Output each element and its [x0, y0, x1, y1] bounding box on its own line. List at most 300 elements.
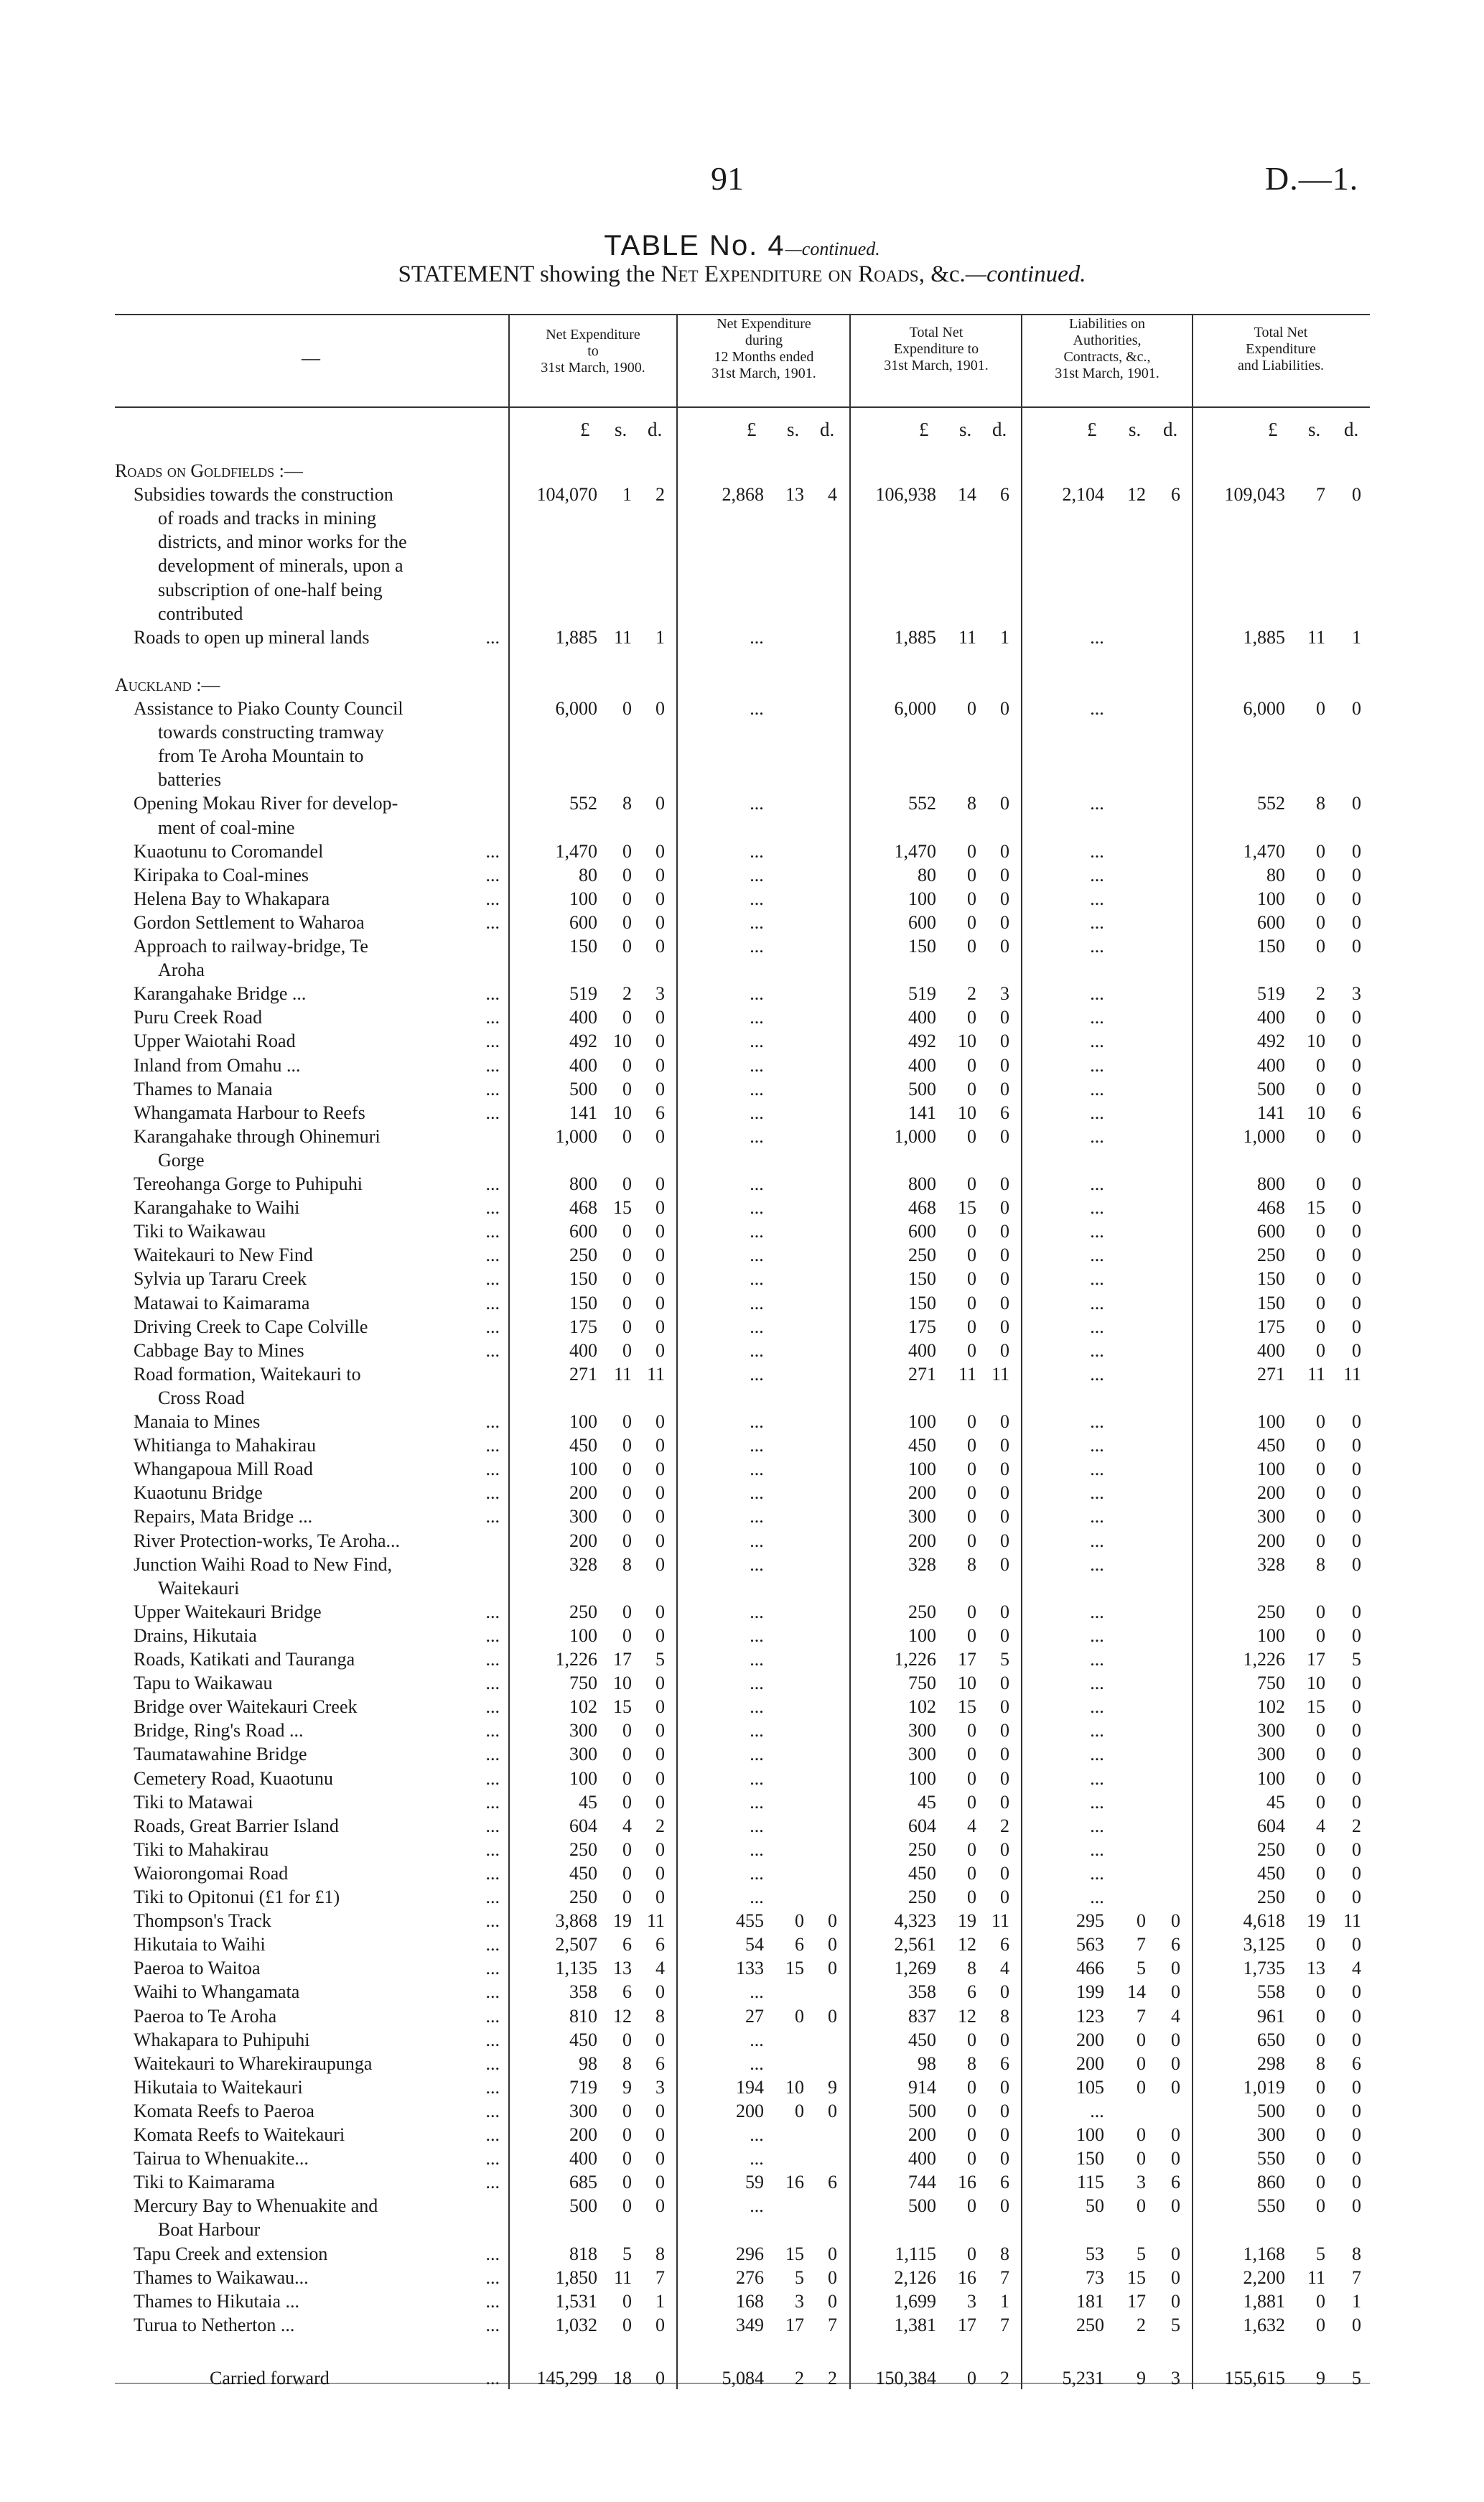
- pounds-cell: 961: [1257, 2005, 1285, 2027]
- table-row: [0, 817, 1484, 840]
- table-row: [0, 1767, 1484, 1790]
- pounds-cell: 519: [569, 983, 597, 1005]
- shillings-cell: 0: [1316, 2290, 1325, 2312]
- description-column-header: —: [302, 348, 320, 368]
- pence-cell: 6: [655, 1102, 665, 1123]
- shillings-cell: 0: [1316, 1530, 1325, 1551]
- pounds-cell: 1,881: [1243, 2290, 1285, 2312]
- pence-cell: 0: [655, 1696, 665, 1718]
- pence-cell: 0: [655, 1624, 665, 1646]
- leader-dots: ...: [485, 1862, 500, 1884]
- row-label: Bridge, Ring's Road ...: [134, 1720, 304, 1741]
- pounds-cell: 102: [569, 1696, 597, 1718]
- leader-dots: ...: [485, 1054, 500, 1076]
- pence-cell: 0: [1352, 840, 1361, 862]
- pence-cell: 6: [1171, 1934, 1180, 1955]
- pence-cell: 0: [1352, 2314, 1361, 2335]
- leader-dots: ...: [485, 1767, 500, 1789]
- empty-cell-marker: ...: [750, 864, 764, 885]
- empty-cell-marker: ...: [1090, 1339, 1104, 1361]
- pence-cell: 0: [1000, 1054, 1009, 1076]
- empty-cell-marker: ...: [750, 1411, 764, 1432]
- leader-dots: ...: [485, 626, 500, 648]
- pence-cell: 0: [1352, 1007, 1361, 1028]
- pounds-cell: 298: [1257, 2052, 1285, 2074]
- empty-cell-marker: ...: [1090, 936, 1104, 957]
- shillings-cell: 2: [622, 983, 632, 1005]
- empty-cell-marker: ...: [1090, 1102, 1104, 1123]
- pounds-cell: 27: [745, 2005, 764, 2027]
- pence-cell: 0: [1000, 2148, 1009, 2170]
- shillings-cell: 11: [613, 1363, 632, 1385]
- empty-cell-marker: ...: [750, 1601, 764, 1622]
- shillings-cell: 0: [1316, 1744, 1325, 1765]
- pounds-cell: 500: [1257, 2100, 1285, 2121]
- pounds-cell: 2,507: [555, 1934, 597, 1955]
- empty-cell-marker: ...: [750, 793, 764, 814]
- pounds-cell: 800: [908, 1173, 936, 1194]
- shillings-cell: 0: [1316, 1459, 1325, 1480]
- shillings-cell: 17: [958, 1649, 976, 1670]
- row-label: Junction Waihi Road to New Find,: [134, 1553, 392, 1575]
- leader-dots: ...: [485, 1934, 500, 1955]
- pounds-cell: 492: [569, 1031, 597, 1052]
- pounds-cell: 150: [569, 1292, 597, 1313]
- shillings-cell: 15: [958, 1696, 976, 1718]
- leader-dots: ...: [485, 1981, 500, 2003]
- pence-cell: 4: [1352, 1958, 1361, 1979]
- pounds-cell: 181: [1076, 2290, 1104, 2312]
- pence-cell: 0: [1352, 1411, 1361, 1432]
- table-row: [0, 2100, 1484, 2123]
- row-label: Karangahake Bridge ...: [134, 983, 307, 1005]
- pounds-cell: 200: [569, 1482, 597, 1504]
- pence-cell: 0: [1171, 2290, 1180, 2312]
- shillings-cell: 0: [1316, 1316, 1325, 1337]
- shillings-cell: 0: [967, 2076, 976, 2098]
- pounds-cell: 5,084: [722, 2368, 764, 2389]
- shillings-cell: 18: [613, 2368, 632, 2389]
- pence-cell: 11: [646, 1910, 665, 1932]
- pounds-cell: 1,269: [894, 1958, 936, 1979]
- empty-cell-marker: ...: [1090, 1649, 1104, 1670]
- pence-cell: 0: [655, 1245, 665, 1266]
- row-label-continuation: of roads and tracks in mining: [158, 508, 376, 529]
- empty-cell-marker: ...: [1090, 1482, 1104, 1504]
- table-row: [0, 1482, 1484, 1505]
- leader-dots: ...: [485, 1601, 500, 1622]
- currency-unit-label: s.: [1129, 419, 1142, 440]
- pence-cell: 0: [1352, 1316, 1361, 1337]
- empty-cell-marker: ...: [750, 1815, 764, 1836]
- empty-cell-marker: ...: [1090, 1838, 1104, 1860]
- pence-cell: 0: [655, 2195, 665, 2217]
- shillings-cell: 0: [1316, 1506, 1325, 1527]
- shillings-cell: 0: [967, 1268, 976, 1290]
- table-row: [0, 2195, 1484, 2218]
- empty-cell-marker: ...: [750, 698, 764, 719]
- pounds-cell: 100: [908, 1624, 936, 1646]
- pounds-cell: 6,000: [894, 698, 936, 719]
- pounds-cell: 837: [908, 2005, 936, 2027]
- pounds-cell: 45: [579, 1791, 597, 1813]
- pence-cell: 0: [828, 2005, 837, 2027]
- pounds-cell: 54: [745, 1934, 764, 1955]
- row-label: Roads, Great Barrier Island: [134, 1815, 339, 1836]
- pounds-cell: 145,299: [536, 2368, 597, 2389]
- pence-cell: 0: [1352, 1031, 1361, 1052]
- table-row: [0, 697, 1484, 720]
- row-label: Thames to Manaia: [134, 1078, 273, 1099]
- leader-dots: ...: [485, 1696, 500, 1718]
- header-line: and Liabilities.: [1238, 358, 1324, 373]
- empty-cell-marker: ...: [1090, 1316, 1104, 1337]
- leader-dots: ...: [485, 1316, 500, 1337]
- shillings-cell: 0: [622, 1054, 632, 1076]
- shillings-cell: 0: [622, 1530, 632, 1551]
- shillings-cell: 0: [967, 936, 976, 957]
- pence-cell: 0: [655, 2368, 665, 2389]
- pence-cell: 0: [1000, 2124, 1009, 2145]
- pence-cell: 2: [1000, 2368, 1009, 2389]
- header-line: Net Expenditure: [546, 327, 640, 343]
- table-row: [0, 1791, 1484, 1814]
- shillings-cell: 4: [1316, 1815, 1325, 1836]
- shillings-cell: 1: [622, 484, 632, 506]
- pounds-cell: 155,615: [1224, 2368, 1285, 2389]
- shillings-cell: 0: [967, 864, 976, 885]
- pence-cell: 5: [655, 1649, 665, 1670]
- header-line: Total Net: [1254, 325, 1308, 340]
- shillings-cell: 0: [967, 1459, 976, 1480]
- row-label: Road formation, Waitekauri to: [134, 1363, 361, 1385]
- leader-dots: ...: [485, 1411, 500, 1432]
- pence-cell: 0: [655, 888, 665, 909]
- shillings-cell: 0: [1316, 2195, 1325, 2217]
- pence-cell: 0: [1352, 1553, 1361, 1575]
- shillings-cell: 5: [1137, 2243, 1146, 2264]
- pounds-cell: 100: [1257, 888, 1285, 909]
- pence-cell: 0: [1352, 2195, 1361, 2217]
- empty-cell-marker: ...: [750, 1007, 764, 1028]
- currency-unit-label: d.: [992, 419, 1007, 440]
- pence-cell: 0: [828, 2266, 837, 2288]
- table-row: [0, 2124, 1484, 2147]
- shillings-cell: 0: [967, 1173, 976, 1194]
- shillings-cell: 0: [967, 2243, 976, 2264]
- header-line: Net Expenditure: [717, 316, 811, 332]
- pounds-cell: 150: [1257, 936, 1285, 957]
- pounds-cell: 400: [1257, 1007, 1285, 1028]
- shillings-cell: 0: [622, 1887, 632, 1907]
- shillings-cell: 0: [1316, 911, 1325, 933]
- empty-cell-marker: ...: [750, 1031, 764, 1052]
- row-label: Cabbage Bay to Mines: [134, 1339, 304, 1361]
- currency-unit-label: d.: [1344, 419, 1359, 440]
- shillings-cell: 0: [622, 1767, 632, 1789]
- shillings-cell: 0: [622, 2290, 632, 2312]
- empty-cell-marker: ...: [750, 1316, 764, 1337]
- shillings-cell: 0: [622, 1078, 632, 1099]
- shillings-cell: 6: [967, 1981, 976, 2003]
- table-row: [0, 2029, 1484, 2052]
- empty-cell-marker: ...: [750, 1102, 764, 1123]
- leader-dots: ...: [485, 2314, 500, 2335]
- pounds-cell: 296: [736, 2243, 764, 2264]
- shillings-cell: 0: [622, 2172, 632, 2193]
- empty-cell-marker: ...: [750, 911, 764, 933]
- empty-cell-marker: ...: [750, 2148, 764, 2170]
- table-row: [0, 1696, 1484, 1719]
- empty-cell-marker: ...: [750, 1435, 764, 1456]
- shillings-cell: 0: [1137, 2076, 1146, 2098]
- leader-dots: ...: [485, 840, 500, 862]
- currency-unit-label: s.: [615, 419, 627, 440]
- header-line: 31st March, 1901.: [711, 366, 816, 381]
- row-label: Tapu to Waikawau: [134, 1673, 273, 1694]
- pence-cell: 0: [828, 1910, 837, 1932]
- row-label-continuation: from Te Aroha Mountain to: [158, 745, 364, 767]
- table-row: [0, 2243, 1484, 2266]
- row-label: Gordon Settlement to Waharoa: [134, 911, 365, 933]
- table-row: [0, 1316, 1484, 1339]
- pounds-cell: 3,868: [555, 1910, 597, 1932]
- pence-cell: 0: [655, 1173, 665, 1194]
- pounds-cell: 104,070: [536, 484, 597, 506]
- pounds-cell: 750: [1257, 1673, 1285, 1694]
- pence-cell: 0: [1000, 1031, 1009, 1052]
- row-label-continuation: ment of coal-mine: [158, 817, 295, 838]
- pounds-cell: 98: [918, 2052, 936, 2074]
- shillings-cell: 15: [785, 1958, 804, 1979]
- shillings-cell: 0: [967, 2148, 976, 2170]
- pence-cell: 0: [1000, 1862, 1009, 1884]
- table-row: [0, 1672, 1484, 1695]
- pence-cell: 1: [1352, 626, 1361, 648]
- pounds-cell: 349: [736, 2314, 764, 2335]
- pence-cell: 0: [1352, 793, 1361, 814]
- shillings-cell: 0: [1316, 1292, 1325, 1313]
- pounds-cell: 100: [569, 1767, 597, 1789]
- currency-unit-label: s.: [959, 419, 972, 440]
- table-row: [0, 483, 1484, 506]
- table-row: [0, 1957, 1484, 1980]
- pounds-cell: 100: [908, 1459, 936, 1480]
- empty-cell-marker: ...: [1090, 1125, 1104, 1147]
- pounds-cell: 50: [1086, 2195, 1104, 2217]
- empty-cell-marker: ...: [1090, 1767, 1104, 1789]
- pounds-cell: 400: [908, 1339, 936, 1361]
- pence-cell: 0: [1000, 1411, 1009, 1432]
- pounds-cell: 450: [908, 1862, 936, 1884]
- pence-cell: 0: [655, 864, 665, 885]
- leader-dots: ...: [485, 1673, 500, 1694]
- row-label: Hikutaia to Waitekauri: [134, 2076, 303, 2098]
- pounds-cell: 53: [1086, 2243, 1104, 2264]
- pence-cell: 0: [655, 2029, 665, 2050]
- shillings-cell: 0: [622, 840, 632, 862]
- empty-cell-marker: ...: [750, 1339, 764, 1361]
- shillings-cell: 11: [958, 626, 976, 648]
- empty-cell-marker: ...: [750, 1981, 764, 2003]
- pounds-cell: 1,470: [1243, 840, 1285, 862]
- pounds-cell: 73: [1086, 2266, 1104, 2288]
- shillings-cell: 0: [622, 1791, 632, 1813]
- table-row: [0, 2266, 1484, 2289]
- pence-cell: 5: [1000, 1649, 1009, 1670]
- table-row: [0, 2171, 1484, 2194]
- table-row: [0, 1006, 1484, 1029]
- header-line: to: [587, 343, 599, 359]
- table-row: [0, 864, 1484, 887]
- pounds-cell: 914: [908, 2076, 936, 2098]
- row-label: Waiorongomai Road: [134, 1862, 289, 1884]
- pence-cell: 0: [1352, 1838, 1361, 1860]
- pence-cell: 11: [1343, 1363, 1361, 1385]
- empty-cell-marker: ...: [750, 2052, 764, 2074]
- pence-cell: 0: [655, 1031, 665, 1052]
- pence-cell: 0: [655, 793, 665, 814]
- shillings-cell: 0: [967, 1221, 976, 1242]
- pounds-cell: 250: [569, 1838, 597, 1860]
- pence-cell: 0: [1352, 1887, 1361, 1907]
- empty-cell-marker: ...: [750, 1173, 764, 1194]
- table-row: [0, 1030, 1484, 1053]
- empty-cell-marker: ...: [750, 1078, 764, 1099]
- empty-cell-marker: ...: [750, 1268, 764, 1290]
- row-label: Upper Waitekauri Bridge: [134, 1601, 322, 1622]
- table-row: [0, 911, 1484, 934]
- pounds-cell: 558: [1257, 1981, 1285, 2003]
- shillings-cell: 0: [1316, 2314, 1325, 2335]
- empty-cell-marker: ...: [1090, 1245, 1104, 1266]
- table-row: [0, 1743, 1484, 1766]
- currency-unit-label: s.: [787, 419, 800, 440]
- leader-dots: ...: [485, 911, 500, 933]
- pounds-cell: 199: [1076, 1981, 1104, 2003]
- pounds-cell: 150: [1076, 2148, 1104, 2170]
- pence-cell: 0: [1171, 1981, 1180, 2003]
- header-line: Liabilities on: [1068, 316, 1146, 332]
- empty-cell-marker: ...: [750, 1838, 764, 1860]
- shillings-cell: 10: [1307, 1673, 1325, 1694]
- table-row: [0, 2005, 1484, 2028]
- empty-cell-marker: ...: [750, 1197, 764, 1219]
- pence-cell: 0: [1000, 1791, 1009, 1813]
- pence-cell: 0: [655, 1862, 665, 1884]
- pounds-cell: 1,699: [894, 2290, 936, 2312]
- shillings-cell: 12: [1127, 484, 1146, 506]
- pounds-cell: 271: [569, 1363, 597, 1385]
- table-row: [0, 1102, 1484, 1125]
- pence-cell: 4: [655, 1958, 665, 1979]
- shillings-cell: 0: [622, 1316, 632, 1337]
- row-label: Sylvia up Tararu Creek: [134, 1268, 307, 1290]
- leader-dots: ...: [485, 1245, 500, 1266]
- table-row: [0, 1078, 1484, 1101]
- empty-cell-marker: ...: [750, 1482, 764, 1504]
- pence-cell: 0: [1352, 1435, 1361, 1456]
- empty-cell-marker: ...: [750, 1767, 764, 1789]
- pounds-cell: 300: [569, 1744, 597, 1765]
- empty-cell-marker: ...: [1090, 1673, 1104, 1694]
- row-label: Driving Creek to Cape Colville: [134, 1316, 368, 1337]
- pounds-cell: 600: [569, 1221, 597, 1242]
- pence-cell: 0: [655, 1435, 665, 1456]
- pounds-cell: 800: [569, 1173, 597, 1194]
- leader-dots: ...: [485, 1791, 500, 1813]
- shillings-cell: 0: [622, 1482, 632, 1504]
- shillings-cell: 0: [622, 1506, 632, 1527]
- row-label: Whangapoua Mill Road: [134, 1459, 313, 1480]
- pence-cell: 0: [655, 1838, 665, 1860]
- pence-cell: 0: [1000, 1624, 1009, 1646]
- row-label: Kiripaka to Coal-mines: [134, 864, 309, 885]
- pence-cell: 0: [1352, 864, 1361, 885]
- shillings-cell: 8: [1316, 1553, 1325, 1575]
- shillings-cell: 11: [1307, 626, 1325, 648]
- shillings-cell: 13: [613, 1958, 632, 1979]
- shillings-cell: 0: [1316, 1720, 1325, 1741]
- table-row: [0, 1458, 1484, 1481]
- pounds-cell: 400: [908, 2148, 936, 2170]
- row-label: Helena Bay to Whakapara: [134, 888, 330, 909]
- shillings-cell: 7: [1137, 1934, 1146, 1955]
- table-row: [0, 1530, 1484, 1553]
- row-label-continuation: subscription of one-half being: [158, 579, 383, 600]
- shillings-cell: 0: [622, 1720, 632, 1741]
- pounds-cell: 6,000: [555, 698, 597, 719]
- pence-cell: 0: [1352, 2029, 1361, 2050]
- shillings-cell: 14: [958, 484, 976, 506]
- pounds-cell: 250: [1257, 1245, 1285, 1266]
- table-row: [0, 626, 1484, 649]
- row-label: Tiki to Mahakirau: [134, 1838, 269, 1860]
- leader-dots: ...: [485, 1958, 500, 1979]
- pence-cell: 0: [1352, 1268, 1361, 1290]
- row-label: Tiki to Opitonui (£1 for £1): [134, 1887, 340, 1907]
- empty-cell-marker: ...: [1090, 1221, 1104, 1242]
- pounds-cell: 175: [908, 1316, 936, 1337]
- row-label-continuation: Cross Road: [158, 1387, 245, 1408]
- pence-cell: 0: [655, 1339, 665, 1361]
- pence-cell: 0: [1000, 1696, 1009, 1718]
- shillings-cell: 8: [622, 2052, 632, 2074]
- shillings-cell: 0: [1137, 2052, 1146, 2074]
- pence-cell: 0: [1000, 1435, 1009, 1456]
- shillings-cell: 0: [1316, 1838, 1325, 1860]
- row-label: Roads to open up mineral lands: [134, 626, 370, 648]
- table-row: [0, 2338, 1484, 2361]
- leader-dots: ...: [485, 2100, 500, 2121]
- pence-cell: 0: [1000, 1506, 1009, 1527]
- shillings-cell: 0: [967, 1007, 976, 1028]
- row-label: Waitekauri to Wharekiraupunga: [134, 2052, 373, 2074]
- statement-lead: STATEMENT showing the: [398, 261, 661, 287]
- pence-cell: 2: [1352, 1815, 1361, 1836]
- shillings-cell: 0: [1316, 888, 1325, 909]
- pence-cell: 0: [655, 1316, 665, 1337]
- row-label: Paeroa to Te Aroha: [134, 2005, 277, 2027]
- pence-cell: 8: [1000, 2005, 1009, 2027]
- table-row: [0, 1862, 1484, 1885]
- row-label: Tapu Creek and extension: [134, 2243, 328, 2264]
- shillings-cell: 0: [1137, 2195, 1146, 2217]
- pence-cell: 0: [655, 1125, 665, 1147]
- shillings-cell: 0: [967, 2100, 976, 2121]
- leader-dots: ...: [485, 2076, 500, 2098]
- empty-cell-marker: ...: [750, 888, 764, 909]
